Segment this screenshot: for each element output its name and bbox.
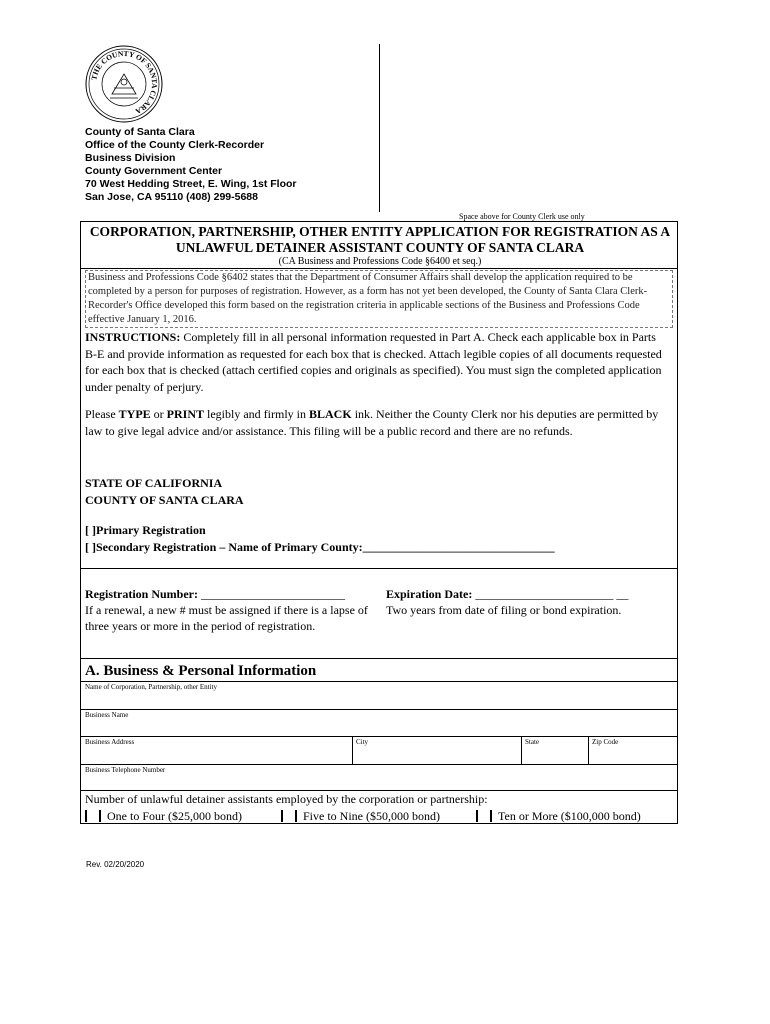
business-name-field[interactable]: Business Name [85,711,129,719]
zip-code-field[interactable]: Zip Code [592,738,619,746]
text: ink. Neither the County Clerk nor his deputies are permitted by law to give legal advice and/or assistance. This filing will be a public record and there are no refunds. [85,407,659,438]
form-title-line: UNLAWFUL DETAINER ASSISTANT COUNTY OF SANTA CLARA [175,240,585,255]
registration-type [85,522,555,555]
divider [81,658,677,659]
option-label: One to Four ($25,000 bond) [107,809,242,823]
header-divider [379,44,380,212]
instructions-paragraph [85,329,670,395]
application-form [80,221,678,824]
address-line: Business Division [85,152,176,164]
emphasis: BLACK [309,407,352,421]
option-ten-or-more[interactable] [476,809,641,824]
address-line: Office of the County Clerk-Recorder [85,139,265,151]
registration-number-label: Registration Number: [85,587,198,601]
address-line: 70 West Hedding Street, E. Wing, 1st Floor [85,178,297,190]
form-title [81,224,679,256]
svg-text:THE COUNTY OF SANTA CLARA: THE COUNTY OF SANTA CLARA [89,48,160,117]
option-five-to-nine[interactable] [281,809,440,824]
section-a-title: A. Business & Personal Information [85,663,317,679]
divider [81,681,677,682]
business-address-field[interactable]: Business Address [85,738,135,746]
address-line: San Jose, CA 95110 (408) 299-5688 [85,191,258,203]
emphasis: TYPE [118,407,151,421]
option-label: Ten or More ($100,000 bond) [498,809,641,823]
clerk-address-block [85,126,297,204]
divider [81,764,677,765]
expiration-date-note: Two years from date of filing or bond expiration. [386,603,622,617]
expiration-date-block [386,586,676,618]
registration-number-field[interactable]: ________________________ [200,587,345,601]
instructions-text: Completely fill in all personal information requested in Part A. Check each applicable box in Parts B-E and provide information as requested for each box that is checked. Attach legible copies of all documents requested for each box that is checked (attach certified copies and originals as specified). You must sign the completed application under penalty of perjury. [85,330,662,394]
text: or [150,407,167,421]
telephone-field[interactable]: Business Telephone Number [85,766,166,774]
primary-registration-checkbox[interactable]: [ ]Primary Registration [85,523,206,537]
secondary-registration-checkbox[interactable]: [ ]Secondary Registration – Name of Primary County:________________________________ [85,539,555,554]
option-label: Five to Nine ($50,000 bond) [303,809,440,823]
type-print-paragraph [85,406,670,439]
divider [81,709,677,710]
registration-number-block [85,586,375,634]
divider [81,568,677,569]
checkbox-icon[interactable] [281,810,297,822]
state-field[interactable]: State [525,738,539,746]
instructions-label: INSTRUCTIONS: [85,330,181,344]
state-line: STATE OF CALIFORNIA [85,476,223,490]
entity-name-field[interactable]: Name of Corporation, Partnership, other Entity [85,683,217,691]
divider [521,736,522,764]
emphasis: PRINT [166,407,205,421]
text: Please [85,407,119,421]
text: legibly and firmly in [204,407,309,421]
expiration-date-field[interactable]: _______________________ __ [472,587,629,601]
clerk-use-only-note: Space above for County Clerk use only [459,212,585,221]
city-field[interactable]: City [356,738,369,746]
divider [352,736,353,764]
revision-date: Rev. 02/20/2020 [86,860,145,869]
venue-block [85,475,244,508]
county-line: COUNTY OF SANTA CLARA [85,492,244,507]
employee-count-question: Number of unlawful detainer assistants employed by the corporation or partnership: [85,792,488,806]
checkbox-icon[interactable] [85,810,101,822]
address-line: County Government Center [85,165,223,177]
checkbox-icon[interactable] [476,810,492,822]
expiration-date-label: Expiration Date: [386,587,473,601]
statute-notice: Business and Professions Code §6402 states that the Department of Consumer Affairs shall develop the application required to be completed by a person for purposes of registration. However, as a form has not yet been developed, the County of Santa Clara Clerk-Recorder's Office developed this form based on the registration criteria in applicable sections of the Business and Professions Code effective January 1, 2016. [85,270,673,328]
form-title-line: CORPORATION, PARTNERSHIP, OTHER ENTITY APPLICATION FOR REGISTRATION AS A [89,224,671,239]
divider [81,790,677,791]
form-subtitle: (CA Business and Professions Code §6400 et seq.) [278,256,482,267]
divider [81,268,677,269]
county-seal-logo [84,44,164,124]
divider [588,736,589,764]
registration-number-note: If a renewal, a new # must be assigned if there is a lapse of three years or more in the period of registration. [85,603,368,633]
address-line: County of Santa Clara [85,126,195,138]
option-one-to-four[interactable] [85,809,242,824]
